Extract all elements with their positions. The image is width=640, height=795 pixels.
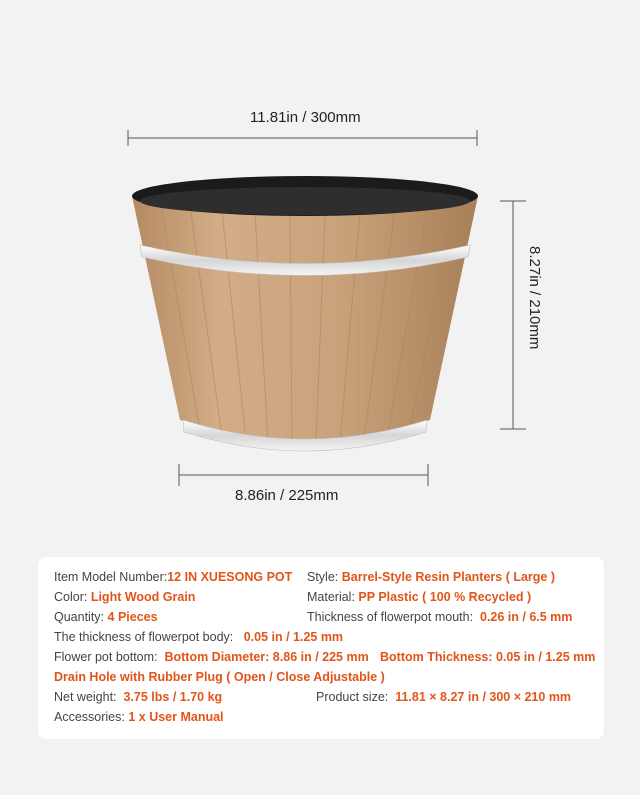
spec-key: Net weight: [54,690,117,704]
spec-key: Color: [54,590,88,604]
spec-drain [54,670,385,684]
spec-key: Style: [307,570,339,584]
spec-key: Material: [307,590,355,604]
spec-color [54,590,195,604]
spec-mouth-thickness [307,610,572,624]
spec-accessories [54,710,224,724]
spec-value: Barrel-Style Resin Planters ( Large ) [341,570,556,584]
spec-value: 0.05 in / 1.25 mm [243,630,344,644]
height-dimension-line [500,201,526,429]
spec-net-weight [54,690,222,704]
bottom-width-label: 8.86in / 225mm [235,487,339,504]
top-width-dimension-line [128,130,477,146]
spec-value: Bottom Diameter: 8.86 in / 225 mm [164,650,369,664]
spec-bottom [54,650,369,664]
spec-value: 1 x User Manual [128,710,224,724]
spec-value: Light Wood Grain [90,590,196,604]
spec-key: Thickness of flowerpot mouth: [307,610,474,624]
spec-value: PP Plastic ( 100 % Recycled ) [358,590,532,604]
spec-bottom-thickness [380,650,595,664]
barrel-planter-image [132,176,478,451]
spec-key: The thickness of flowerpot body: [54,630,234,644]
spec-value: 4 Pieces [107,610,158,624]
spec-body-thickness [54,630,343,644]
spec-value: 0.26 in / 6.5 mm [480,610,573,624]
spec-value: Drain Hole with Rubber Plug ( Open / Close Adjustable ) [54,670,385,684]
spec-product-size [316,690,571,704]
spec-material [307,590,531,604]
spec-value: Bottom Thickness: 0.05 in / 1.25 mm [380,650,596,664]
top-width-label: 11.81in / 300mm [250,109,361,126]
spec-key: Flower pot bottom: [54,650,158,664]
spec-value: 11.81 × 8.27 in / 300 × 210 mm [395,690,572,704]
spec-key: Quantity: [54,610,105,624]
spec-quantity [54,610,158,624]
spec-key: Item Model Number: [54,570,168,584]
height-label: 8.27in / 210mm [526,246,543,350]
spec-value: 12 IN XUESONG POT [167,570,293,584]
spec-item-model [54,570,292,584]
bottom-width-dimension-line [179,464,428,486]
spec-key: Product size: [316,690,389,704]
spec-key: Accessories: [54,710,125,724]
spec-style [307,570,555,584]
spec-value: 3.75 lbs / 1.70 kg [123,690,223,704]
